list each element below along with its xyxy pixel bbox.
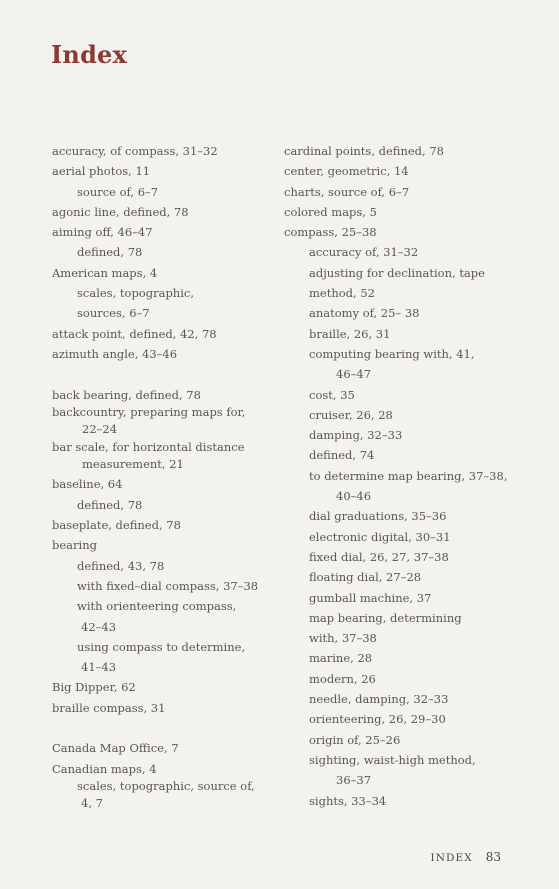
index-entry: cardinal points, defined, 78: [284, 144, 444, 158]
index-subentry: 42–43: [81, 619, 117, 634]
index-subentry: modern, 26: [309, 671, 376, 686]
index-entry: agonic line, defined, 78: [52, 204, 189, 219]
index-entry: attack point, defined, 42, 78: [52, 326, 217, 341]
running-footer-label: INDEX: [430, 852, 473, 864]
index-subentry: 22–24: [82, 422, 118, 437]
index-subentry: with, 37–38: [309, 631, 377, 646]
index-entry: Canadian maps, 4: [52, 761, 157, 776]
index-entry: braille compass, 31: [52, 700, 166, 715]
index-subentry: braille, 26, 31: [309, 326, 391, 341]
index-entry: American maps, 4: [52, 265, 158, 280]
index-subentry: map bearing, determining: [309, 610, 462, 625]
index-subentry: 4, 7: [81, 796, 103, 811]
index-entry: baseplate, defined, 78: [52, 518, 181, 533]
index-entry: accuracy, of compass, 31–32: [52, 144, 218, 158]
index-subentry: damping, 32–33: [309, 428, 403, 443]
index-subentry: defined, 78: [77, 497, 143, 512]
index-entry: charts, source of, 6–7: [284, 184, 410, 199]
index-subentry: sights, 33–34: [309, 793, 387, 808]
page-footer: [430, 850, 501, 864]
index-subentry: floating dial, 27–28: [309, 570, 422, 585]
index-subentry: with fixed–dial compass, 37–38: [77, 578, 259, 593]
index-entry: bar scale, for horizontal distance: [52, 439, 245, 454]
index-subentry: measurement, 21: [82, 457, 184, 472]
index-entry: aiming off, 46–47: [52, 225, 153, 240]
index-entry: bearing: [52, 538, 97, 553]
index-subentry: method, 52: [309, 286, 375, 301]
index-entry: Canada Map Office, 7: [52, 741, 179, 756]
index-subentry: computing bearing with, 41,: [309, 346, 475, 361]
index-subentry: defined, 74: [309, 448, 375, 463]
page-title: Index: [51, 40, 128, 69]
index-entry: aerial photos, 11: [52, 164, 151, 179]
index-subentry: 36–37: [336, 773, 372, 788]
index-column-left: [52, 141, 267, 814]
index-subentry: needle, damping, 32–33: [309, 692, 449, 707]
index-subentry: adjusting for declination, tape: [309, 265, 485, 280]
index-subentry: source of, 6–7: [77, 184, 159, 199]
index-subentry: fixed dial, 26, 27, 37–38: [309, 549, 449, 564]
index-entry: azimuth angle, 43–46: [52, 346, 178, 361]
index-subentry: 46–47: [336, 367, 372, 382]
page-number: 83: [485, 850, 501, 864]
index-subentry: sources, 6–7: [77, 306, 150, 321]
index-subentry: to determine map bearing, 37–38,: [309, 468, 508, 483]
index-subentry: defined, 43, 78: [77, 558, 165, 573]
index-subentry: origin of, 25–26: [309, 732, 401, 747]
index-entry: Big Dipper, 62: [52, 680, 136, 695]
index-subentry: 41–43: [81, 660, 117, 675]
index-entry: back bearing, defined, 78: [52, 387, 201, 402]
index-entry: baseline, 64: [52, 477, 123, 492]
index-subentry: anatomy of, 25– 38: [309, 306, 420, 321]
index-entry: compass, 25–38: [284, 225, 377, 240]
index-subentry: gumball machine, 37: [309, 590, 432, 605]
index-subentry: sighting, waist-high method,: [309, 752, 476, 767]
index-subentry: cruiser, 26, 28: [309, 407, 393, 422]
index-subentry: orienteering, 26, 29–30: [309, 712, 446, 727]
index-subentry: electronic digital, 30–31: [309, 529, 451, 544]
index-subentry: scales, topographic,: [77, 286, 194, 301]
index-entry: backcountry, preparing maps for,: [52, 404, 246, 419]
index-subentry: defined, 78: [77, 245, 143, 260]
index-entry: colored maps, 5: [284, 204, 377, 219]
index-subentry: cost, 35: [309, 387, 355, 402]
index-spacer: [52, 364, 267, 384]
index-column-right: [284, 141, 524, 811]
index-subentry: using compass to determine,: [77, 639, 246, 654]
index-subentry: marine, 28: [309, 651, 373, 666]
index-subentry: 40–46: [336, 489, 372, 504]
index-subentry: with orienteering compass,: [77, 599, 237, 614]
index-spacer: [52, 718, 267, 738]
index-entry: center, geometric, 14: [284, 164, 409, 179]
index-subentry: scales, topographic, source of,: [77, 778, 255, 793]
index-subentry: accuracy of, 31–32: [309, 245, 419, 260]
index-subentry: dial graduations, 35–36: [309, 509, 447, 524]
